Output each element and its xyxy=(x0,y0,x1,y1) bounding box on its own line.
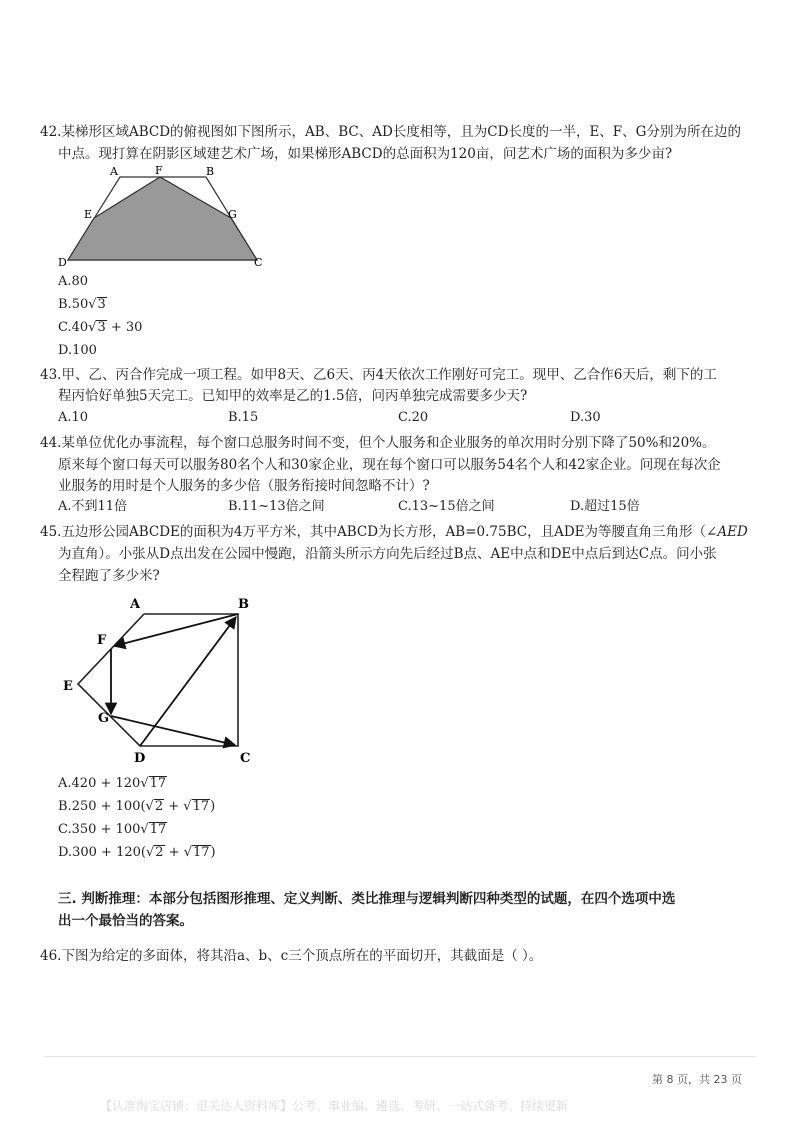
q45-option-b: B.250 + 100(√2 + √17) xyxy=(58,799,216,814)
footer-divider xyxy=(44,1056,756,1057)
q42-text-line1: 42.某梯形区域ABCD的俯视图如下图所示，AB、BC、AD长度相等，且为CD长度的一半，E、F、G分别为所在边的 xyxy=(40,124,741,140)
q44-option-d: D.超过15倍 xyxy=(570,499,640,514)
q45-option-c: C.350 + 100√17 xyxy=(58,822,167,837)
q42-option-d: D.100 xyxy=(58,343,97,358)
q43-text-line2: 程丙恰好单独5天完工。已知甲的效率是乙的1.5倍，问丙单独完成需要多少天? xyxy=(58,388,528,404)
q42-text-line2: 中点。现打算在阴影区域建艺术广场，如果梯形ABCD的总面积为120亩，问艺术广场的面积为多少亩? xyxy=(58,146,673,162)
q42-option-b: B.50√3 xyxy=(58,297,106,312)
section3-heading-line2: 出一个最恰当的答案。 xyxy=(58,913,193,929)
q43-option-a: A.10 xyxy=(58,410,89,425)
q43-option-d: D.30 xyxy=(570,410,601,425)
q42-label-E: E xyxy=(84,208,93,221)
q45-label-E: E xyxy=(63,679,73,694)
footer-watermark: 【认准淘宝店铺：退关达人资料库】公考、事业编、遴选、考研、一站式备考、持续更新 xyxy=(100,1099,569,1113)
q43-option-c: C.20 xyxy=(398,410,429,425)
q42-label-G: G xyxy=(228,208,237,221)
q44-option-a: A.不到11倍 xyxy=(58,499,128,514)
q46-text-line1: 46.下图为给定的多面体，将其沿a、b、c三个顶点所在的平面切开，其截面是（ ）。 xyxy=(40,948,543,964)
q42-option-c: C.40√3 + 30 xyxy=(58,320,143,335)
q45-option-d: D.300 + 120(√2 + √17) xyxy=(58,845,216,860)
section3-heading-line1: 三. 判断推理：本部分包括图形推理、定义判断、类比推理与逻辑判断四种类型的试题，在四个选项中选 xyxy=(58,891,676,907)
q42-label-B: B xyxy=(206,165,215,178)
q43-text-line1: 43.甲、乙、丙合作完成一项工程。如甲8天、乙6天、丙4天依次工作刚好可完工。现甲、乙合作6天后，剩下的工 xyxy=(40,367,717,383)
q45-text-line2: 为直角）。小张从D点出发在公园中慢跑，沿箭头所示方向先后经过B点、AE中点和DE中点后到达C点。问小张 xyxy=(58,546,717,562)
q45-path-b-to-f xyxy=(114,614,238,646)
q45-path-g-to-c xyxy=(111,716,235,745)
page-number: 第 8 页，共 23 页 xyxy=(652,1073,742,1086)
q42-label-A: A xyxy=(110,165,118,178)
q42-label-D: D xyxy=(58,256,67,269)
q42-trapezoid-figure xyxy=(56,162,276,270)
q45-label-B: B xyxy=(238,597,249,612)
q45-label-A: A xyxy=(130,597,141,612)
q43-option-b: B.15 xyxy=(228,410,259,425)
q45-text-line1: 45.五边形公园ABCDE的面积为4万平方米，其中ABCD为长方形，AB=0.75BC，且ADE为等腰直角三角形（∠AED xyxy=(40,524,748,540)
q45-label-C: C xyxy=(240,751,251,766)
q45-option-a: A.420 + 120√17 xyxy=(58,776,167,791)
q42-option-a: A.80 xyxy=(58,274,89,289)
q44-option-b: B.11~13倍之间 xyxy=(228,499,325,514)
q45-text-line3: 全程跑了多少米? xyxy=(58,568,160,584)
q44-text-line1: 44.某单位优化办事流程，每个窗口总服务时间不变，但个人服务和企业服务的单次用时分别下降了50%和20%。 xyxy=(40,435,716,451)
q44-text-line3: 业服务的用时是个人服务的多少倍（服务衔接时间忽略不计）? xyxy=(58,478,430,494)
q45-label-G: G xyxy=(98,711,110,726)
q44-option-c: C.13~15倍之间 xyxy=(398,499,495,514)
q45-label-D: D xyxy=(134,751,146,766)
q42-label-C: C xyxy=(254,256,263,269)
q44-text-line2: 原来每个窗口每天可以服务80名个人和30家企业，现在每个窗口可以服务54名个人和42家企业。问现在每次企 xyxy=(58,457,721,473)
q42-label-F: F xyxy=(155,164,163,177)
q45-pentagon-figure xyxy=(60,592,270,772)
q45-label-F: F xyxy=(97,633,107,648)
